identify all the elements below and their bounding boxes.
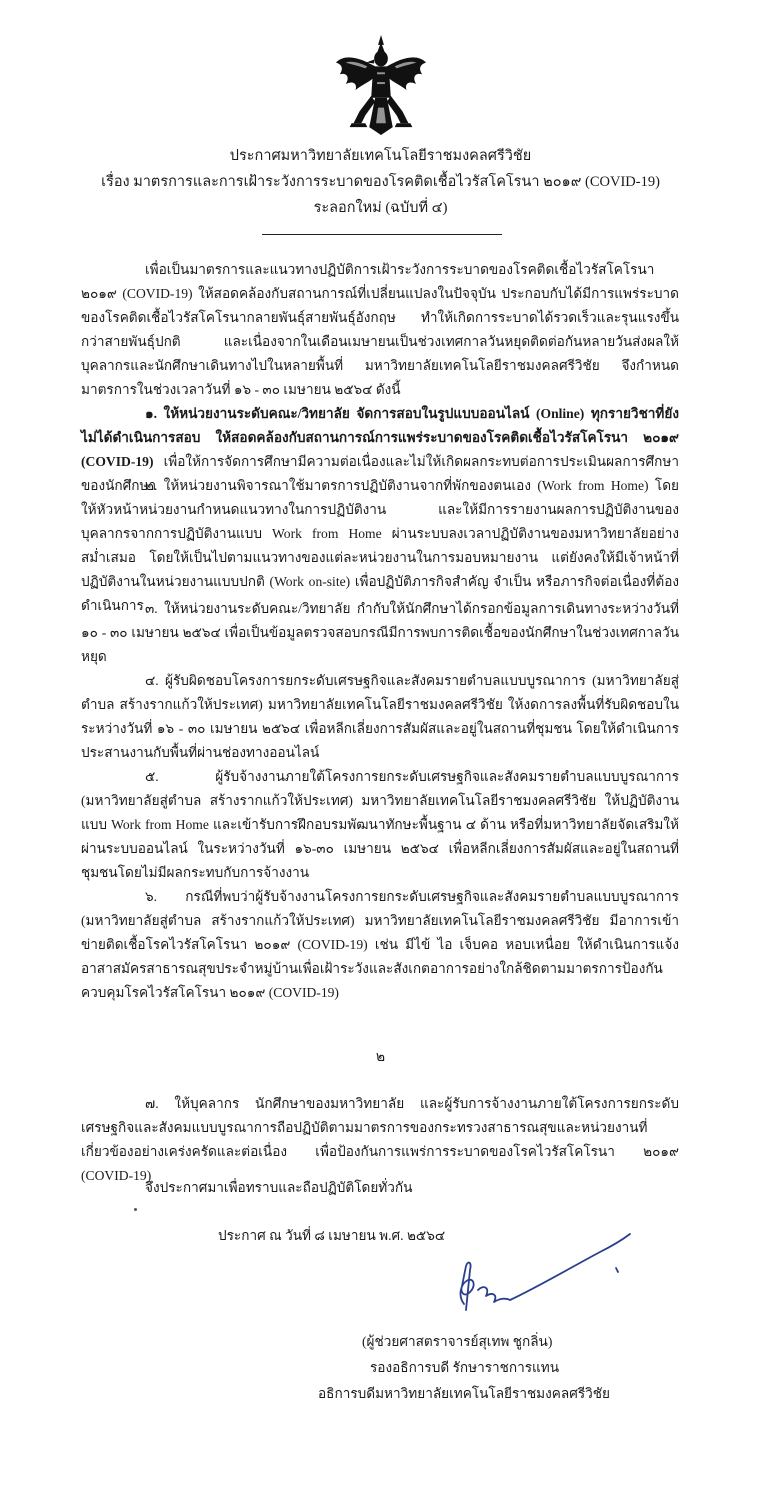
announcement-date: ประกาศ ณ วันที่ ๘ เมษายน พ.ศ. ๒๕๖๔ <box>218 1228 446 1243</box>
handwritten-signature <box>440 1226 640 1316</box>
signatory-position: รองอธิการบดี รักษาราชการแทน <box>370 1360 560 1375</box>
header-divider <box>262 234 502 235</box>
announcement-edition: ระลอกใหม่ (ฉบับที่ ๔) <box>313 200 448 216</box>
signatory-organization: อธิการบดีมหาวิทยาลัยเทคโนโลยีราชมงคลศรีวิชัย <box>318 1386 610 1401</box>
announcement-issuer: ประกาศมหาวิทยาลัยเทคโนโลยีราชมงคลศรีวิชัย <box>229 148 532 164</box>
intro-paragraph: เพื่อเป็นมาตรการและแนวทางปฏิบัติการเฝ้าระวังการระบาดของโรคติดเชื้อไวรัสโคโรนา ๒๐๑๙ (COVID-19) ให้สอดคล้องกับสถานการณ์ที่เปลี่ยนแปลงในปัจจุบัน ประกอบกับได้มีการแพร่ระบาดของโรคติดเชื้อไวรัสโคโรนากลายพันธุ์สายพันธุ์อังกฤษ ทำให้เกิดการระบาดได้รวดเร็วและรุนแรงขึ้นกว่าสายพันธุ์ปกติ และเนื่องจากในเดือนเมษายนเป็นช่วงเทศกาลวันหยุดติดต่อกันหลายวันส่งผลให้บุคลากรและนักศึกษาเดินทางไปในหลายพื้นที่ มหาวิทยาลัยเทคโนโลยีราชมงคลศรีวิชัย จึงกำหนดมาตรการในช่วงเวลาวันที่ ๑๖ - ๓๐ เมษายน ๒๕๖๔ ดังนี้ <box>81 262 679 397</box>
measure-item-6: ๖. กรณีที่พบว่าผู้รับจ้างงานโครงการยกระดับเศรษฐกิจและสังคมรายตำบลแบบบูรณาการ (มหาวิทยาลัยสู่ตำบล สร้างรากแก้วให้ประเทศ) มหาวิทยาลัยเทคโนโลยีราชมงคลศรีวิชัย มีอาการเข้าข่ายติดเชื้อโรคไวรัสโคโรนา ๒๐๑๙ (COVID-19) เช่น มีไข้ ไอ เจ็บคอ หอบเหนื่อย ให้ดำเนินการแจ้งอาสาสมัครสาธารณสุขประจำหมู่บ้านเพื่อเฝ้าระวังและสังเกตอาการอย่างใกล้ชิดตามมาตรการป้องกันควบคุมโรคไวรัสโคโรนา ๒๐๑๙ (COVID-19) <box>81 889 679 1000</box>
measure-item-1-text: เพื่อให้การจัดการศึกษามีความต่อเนื่องและไม่ให้เกิดผลกระทบต่อการประเมินผลการศึกษาของนักศึกษา <box>81 454 679 493</box>
measure-item-3: ๓. ให้หน่วยงานระดับคณะ/วิทยาลัย กำกับให้นักศึกษาได้กรอกข้อมูลการเดินทางระหว่างวันที่ ๑๐ - ๓๐ เมษายน ๒๕๖๔ เพื่อเป็นข้อมูลตรวจสอบกรณีมีการพบการติดเชื้อของนักศึกษาในช่วงเทศกาลวันหยุด <box>81 601 679 664</box>
measure-item-5: ๕. ผู้รับจ้างงานภายใต้โครงการยกระดับเศรษฐกิจและสังคมรายตำบลแบบบูรณาการ (มหาวิทยาลัยสู่ตำบล สร้างรากแก้วให้ประเทศ) มหาวิทยาลัยเทคโนโลยีราชมงคลศรีวิชัย ให้ปฏิบัติงานแบบ Work from Home และเข้ารับการฝึกอบรมพัฒนาทักษะพื้นฐาน ๔ ด้าน หรือที่มหาวิทยาลัยจัดเสริมให้ผ่านระบบออนไลน์ ในระหว่างวันที่ ๑๖-๓๐ เมษายน ๒๕๖๔ เพื่อหลีกเลี่ยงการสัมผัสและอยู่ในสถานที่ชุมชนโดยไม่มีผลกระทบกับการจ้างงาน <box>81 769 679 880</box>
measure-item-7: ๗. ให้บุคลากร นักศึกษาของมหาวิทยาลัย และผู้รับการจ้างงานภายใต้โครงการยกระดับเศรษฐกิจและสังคมแบบบูรณาการถือปฏิบัติตามมาตรการของกระทรวงสาธารณสุขและหน่วยงานที่เกี่ยวข้องอย่างเคร่งครัดและต่อเนื่อง เพื่อป้องกันการแพร่การระบาดของโรคไวรัสโคโรนา ๒๐๑๙ (COVID-19) <box>81 1096 679 1183</box>
signatory-name: (ผู้ช่วยศาสตราจารย์สุเทพ ชูกลิ่น) <box>362 1334 553 1349</box>
measure-item-2: ๒. ให้หน่วยงานพิจารณาใช้มาตรการปฏิบัติงานจากที่พักของตนเอง (Work from Home) โดยให้หัวหน้าหน่วยงานกำหนดแนวทางในการปฏิบัติงาน และให้มีการรายงานผลการปฏิบัติงานของบุคลากรจากการปฏิบัติงานแบบ Work from Home ผ่านระบบลงเวลาปฏิบัติงานของมหาวิทยาลัยอย่างสม่ำเสมอ โดยให้เป็นไปตามแนวทางของแต่ละหน่วยงานในการมอบหมายงาน แต่ยังคงให้มีเจ้าหน้าที่ปฏิบัติงานในหน่วยงานแบบปกติ (Work on-site) เพื่อปฏิบัติภารกิจสำคัญ จำเป็น หรือภารกิจต่อเนื่องที่ต้องดำเนินการ <box>81 478 679 613</box>
announcement-subject: เรื่อง มาตรการและการเฝ้าระวังการระบาดของโรคติดเชื้อไวรัสโคโรนา ๒๐๑๙ (COVID-19) <box>101 174 660 190</box>
page-number: ๒ <box>375 1050 386 1065</box>
measure-item-4: ๔. ผู้รับผิดชอบโครงการยกระดับเศรษฐกิจและสังคมรายตำบลแบบบูรณาการ (มหาวิทยาลัยสู่ตำบล สร้างรากแก้วให้ประเทศ) มหาวิทยาลัยเทคโนโลยีราชมงคลศรีวิชัย ให้งดการลงพื้นที่รับผิดชอบในระหว่างวันที่ ๑๖ - ๓๐ เมษายน ๒๕๖๔ เพื่อหลีกเลี่ยงการสัมผัสและอยู่ในสถานที่ชุมชน โดยให้ดำเนินการประสานงานกับพื้นที่ผ่านช่องทางออนไลน์ <box>81 673 679 760</box>
stray-mark <box>134 1208 137 1211</box>
closing-statement: จึงประกาศมาเพื่อทราบและถือปฏิบัติโดยทั่วกัน <box>145 1180 413 1195</box>
measure-item-1-bold: ๑. ให้หน่วยงานระดับคณะ/วิทยาลัย จัดการสอบในรูปแบบออนไลน์ (Online) ทุกรายวิชาที่ยังไม่ได้ดำเนินการสอบ ให้สอดคล้องกับสถานการณ์การแพร่ระบาดของโรคติดเชื้อไวรัสโคโรนา ๒๐๑๙ (COVID-19) <box>81 406 679 469</box>
garuda-emblem-icon <box>332 32 430 142</box>
